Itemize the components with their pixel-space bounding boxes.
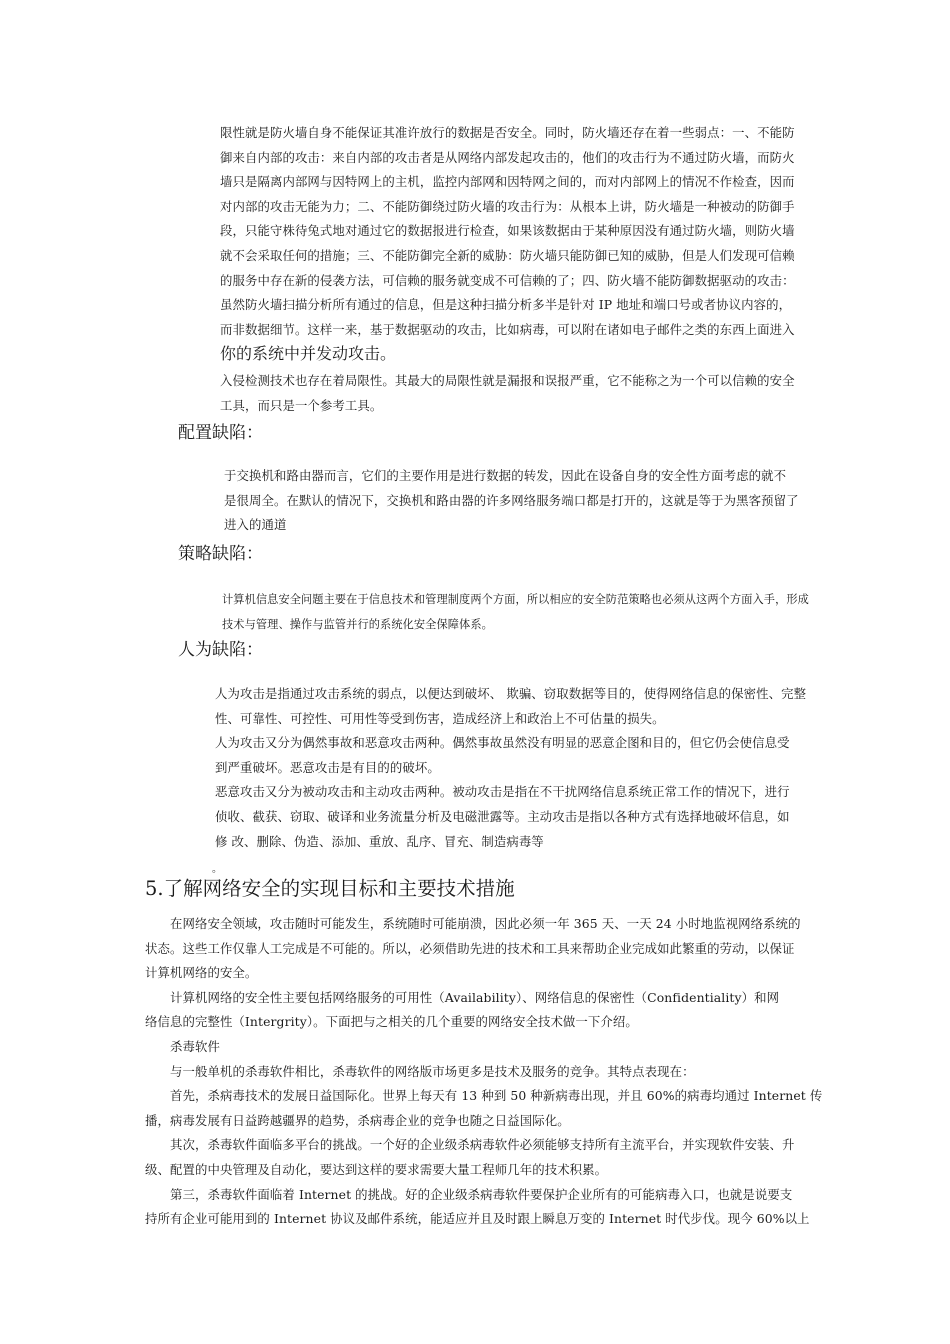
- policy-paragraph: [222, 587, 812, 637]
- text-line: 性、可靠性、可控性、可用性等受到伤害，造成经济上和政治上不可估量的损失。: [215, 710, 665, 726]
- ids-paragraph: [220, 369, 810, 418]
- text-line: 入侵检测技术也存在着局限性。其最大的局限性就是漏报和误报严重，它不能称之为一个可以信赖的安全: [220, 373, 795, 388]
- text-line: 第三，杀毒软件面临着 Internet 的挑战。好的企业级杀病毒软件要保护企业所有的可能病毒入口，也就是说要支: [170, 1186, 793, 1202]
- text-line: 与一般单机的杀毒软件相比，杀毒软件的网络版市场更多是技术及服务的竞争。其特点表现在：: [170, 1063, 695, 1079]
- text-line: 就不会采取任何的措施；三、不能防御完全新的威胁：防火墙只能防御已知的威胁，但是人们发现可信赖: [220, 247, 795, 263]
- text-line: 修 改、删除、伪造、添加、重放、乱序、冒充、制造病毒等: [215, 833, 544, 849]
- subheading-antivirus: 杀毒软件: [170, 1038, 220, 1054]
- section-heading: 5.了解网络安全的实现目标和主要技术措施: [145, 877, 515, 900]
- text-line: 人为攻击是指通过攻击系统的弱点，以便达到破坏、 欺骗、窃取数据等目的，使得网络信息的保密性、完整: [215, 686, 807, 701]
- text-line: 其次，杀毒软件面临多平台的挑战。一个好的企业级杀病毒软件必须能够支持所有主流平台，并实现软件安装、升: [170, 1137, 795, 1153]
- text-line: 段，只能守株待兔式地对通过它的数据报进行检查，如果该数据由于某种原因没有通过防火墙，则防火墙: [220, 223, 795, 239]
- text-line: 级、配置的中央管理及自动化，要达到这样的要求需要大量工程师几年的技术积累。: [145, 1161, 608, 1177]
- text-line: 虽然防火墙扫描分析所有通过的信息，但是这种扫描分析多半是针对 IP 地址和端口号或者协议内容的，: [220, 297, 792, 313]
- text-line: 工具，而只是一个参考工具。: [220, 397, 383, 413]
- text-line: 人为攻击又分为偶然事故和恶意攻击两种。偶然事故虽然没有明显的恶意企图和目的，但它仍会使信息受: [215, 735, 790, 751]
- text-line: 计算机网络的安全。: [145, 965, 258, 981]
- text-line: 于交换机和路由器而言，它们的主要作用是进行数据的转发，因此在设备自身的安全性方面考虑的就不: [224, 468, 787, 483]
- text-line: 技术与管理、操作与监管并行的系统化安全保障体系。: [222, 618, 493, 631]
- text-line: 是很周全。在默认的情况下，交换机和路由器的许多网络服务端口都是打开的，这就是等于为黑客预留了: [224, 492, 799, 508]
- text-line: 进入的通道: [224, 517, 287, 533]
- firewall-last-line: 你的系统中并发动攻击。: [220, 344, 397, 363]
- policy-heading: 策略缺陷：: [178, 544, 263, 564]
- text-line: 在网络安全领域，攻击随时可能发生，系统随时可能崩溃，因此必须一年 365 天、一天 24 小时地监视网络系统的: [170, 916, 801, 931]
- text-line: 持所有企业可能用到的 Internet 协议及邮件系统，能适应并且及时跟上瞬息万变的 Internet 时代步伐。现今 60%以上: [145, 1211, 810, 1227]
- human-heading: 人为缺陷：: [178, 640, 263, 660]
- trailing-dot: 。: [212, 864, 222, 875]
- human-paragraph: [215, 682, 810, 854]
- text-line: 的服务中存在新的侵袭方法，可信赖的服务就变成不可信赖的了；四、防火墙不能防御数据驱动的攻击：: [220, 272, 795, 288]
- config-paragraph: [224, 464, 814, 538]
- section-paragraph: [145, 912, 823, 1232]
- config-heading: 配置缺陷：: [178, 423, 263, 443]
- text-line: 计算机网络的安全性主要包括网络服务的可用性（Availability）、网络信息的保密性（Confidentiality）和网: [170, 989, 780, 1005]
- text-line: 对内部的攻击无能为力；二、不能防御绕过防火墙的攻击行为：从根本上讲，防火墙是一种被动的防御手: [220, 198, 795, 214]
- text-line: 侦收、截获、窃取、破译和业务流量分析及电磁泄露等。主动攻击是指以各种方式有选择地破坏信息，如: [215, 808, 790, 824]
- text-line: 而非数据细节。这样一来，基于数据驱动的攻击，比如病毒，可以附在诸如电子邮件之类的东西上面进入: [220, 321, 795, 337]
- firewall-paragraph: [220, 121, 810, 342]
- text-line: 到严重破坏。恶意攻击是有目的的破坏。: [215, 759, 440, 775]
- text-line: 状态。这些工作仅靠人工完成是不可能的。所以，必须借助先进的技术和工具来帮助企业完成如此繁重的劳动，以保证: [145, 940, 795, 956]
- text-line: 首先，杀病毒技术的发展日益国际化。世界上每天有 13 种到 50 种新病毒出现，并且 60%的病毒均通过 Internet 传: [170, 1088, 823, 1104]
- text-line: 限性就是防火墙自身不能保证其准许放行的数据是否安全。同时，防火墙还存在着一些弱点：一、不能防: [220, 125, 795, 140]
- text-line: 络信息的完整性（Intergrity）。下面把与之相关的几个重要的网络安全技术做一下介绍。: [145, 1014, 638, 1030]
- text-line: 播，病毒发展有日益跨越疆界的趋势，杀病毒企业的竞争也随之日益国际化。: [145, 1112, 570, 1128]
- text-line: 御来自内部的攻击：来自内部的攻击者是从网络内部发起攻击的，他们的攻击行为不通过防火墙，而防火: [220, 149, 795, 165]
- text-line: 墙只是隔离内部网与因特网上的主机，监控内部网和因特网之间的，而对内部网上的情况不作检查，因而: [220, 174, 795, 190]
- text-line: 计算机信息安全问题主要在于信息技术和管理制度两个方面，所以相应的安全防范策略也必须从这两个方面入手，形成: [222, 593, 809, 606]
- text-line: 恶意攻击又分为被动攻击和主动攻击两种。被动攻击是指在不干扰网络信息系统正常工作的情况下，进行: [215, 784, 790, 800]
